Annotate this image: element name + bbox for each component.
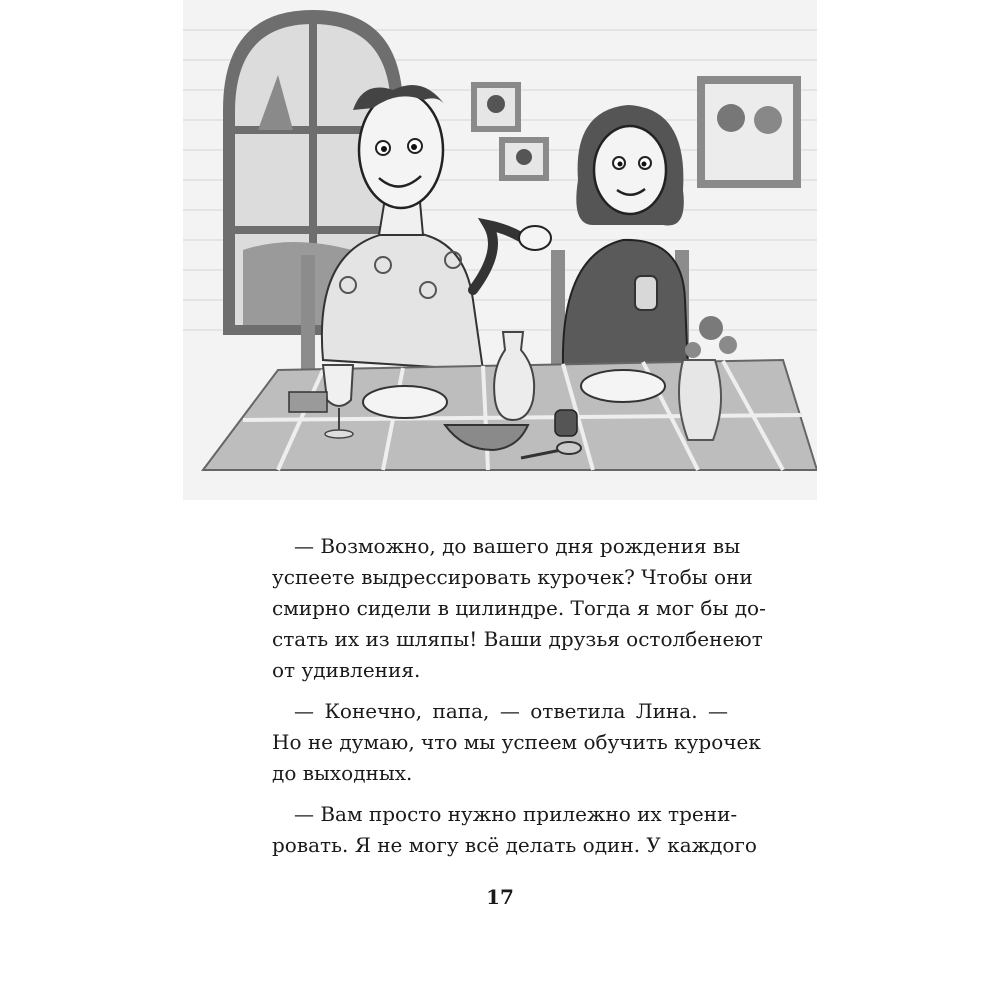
- text-line: смирно сидели в цилиндре. Тогда я мог бы до-: [272, 596, 766, 620]
- text-line: — Конечно, папа, — ответила Лина. —: [294, 699, 728, 723]
- paragraph-3: [272, 799, 757, 861]
- illustration-svg: [183, 0, 817, 500]
- text-line: ровать. Я не могу всё делать один. У каждого: [272, 833, 757, 857]
- page-number: 17: [486, 885, 514, 909]
- paragraph-2: [272, 696, 761, 789]
- body-text: [272, 531, 766, 871]
- text-line: от удивления.: [272, 658, 421, 682]
- text-line: до выходных.: [272, 761, 413, 785]
- text-line: Но не думаю, что мы успеем обучить курочек: [272, 730, 761, 754]
- text-line: успеете выдрессировать курочек? Чтобы они: [272, 565, 753, 589]
- text-line: стать их из шляпы! Ваши друзья остолбенеют: [272, 627, 763, 651]
- illustration-dinner-scene: [183, 0, 817, 500]
- text-line: — Возможно, до вашего дня рождения вы: [294, 534, 741, 558]
- text-line: — Вам просто нужно прилежно их трени-: [294, 802, 738, 826]
- paragraph-1: [272, 531, 766, 686]
